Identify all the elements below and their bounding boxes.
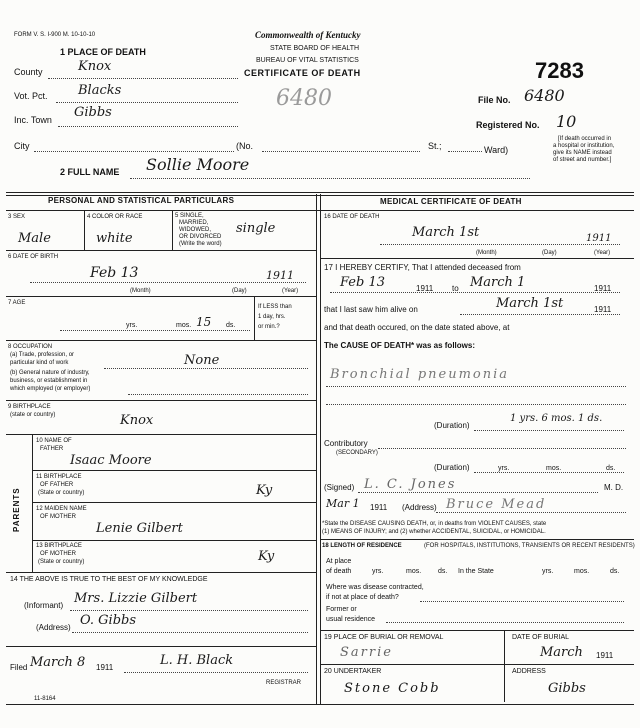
res2-yrs-label: yrs. — [542, 568, 554, 575]
board-title: STATE BOARD OF HEALTH — [270, 45, 360, 52]
bp-label: 9 BIRTHPLACE — [8, 404, 51, 410]
last-saw-value: March 1st — [496, 296, 564, 311]
bp-value: Knox — [120, 413, 154, 428]
hospital-note-1: [If death occurred in — [558, 136, 612, 142]
parents-label: PARENTS — [12, 487, 21, 532]
dod-year-label: (Year) — [594, 250, 611, 256]
bp-sub: (state or country) — [10, 412, 56, 418]
county-value: Knox — [78, 59, 112, 74]
informant-label: (Informant) — [24, 601, 64, 610]
no-label: (No. — [236, 141, 254, 151]
color-value: white — [96, 231, 133, 246]
age-value: 15 — [196, 315, 212, 329]
former-label-1: Former or — [326, 606, 357, 613]
mbp-value: Ky — [258, 549, 275, 564]
less-label-1: If LESS than — [258, 304, 292, 310]
mother-label-2: OF MOTHER — [40, 514, 76, 520]
fbp-value: Ky — [256, 483, 273, 498]
age-yrs-label: yrs. — [126, 322, 138, 329]
undertaker-address-label: ADDRESS — [512, 668, 546, 675]
sex-label: 3 SEX — [8, 214, 26, 220]
state-label: In the State — [458, 568, 494, 575]
address-label: (Address) — [36, 623, 71, 632]
duration-value: 1 yrs. 6 mos. 1 ds. — [510, 413, 603, 424]
dur2-ds-label: ds. — [606, 465, 616, 472]
undertaker-value: Stone Cobb — [344, 681, 441, 696]
at-place-1: At place — [326, 558, 352, 565]
residence-label: 18 LENGTH OF RESIDENCE — [322, 543, 402, 549]
occ-a2: particular kind of work — [10, 360, 69, 366]
dur2-mos-label: mos. — [546, 465, 562, 472]
not-at-label: if not at place of death? — [326, 594, 399, 601]
burial-date-value: March — [540, 645, 583, 660]
dod-month-label: (Month) — [476, 250, 497, 256]
marital-label-3: WIDOWED, — [179, 227, 211, 233]
file-label: File No. — [478, 95, 511, 105]
res-ds-label: ds. — [438, 568, 448, 575]
note-2: (1) MEANS OF INJURY; and (2) whether ACCIDENTAL, SUICIDAL, or HOMICIDAL. — [322, 529, 546, 535]
hospital-note-2: a hospital or institution, — [553, 143, 615, 149]
mbp-label-3: (State or country) — [38, 559, 85, 565]
town-label: Inc. Town — [14, 115, 52, 125]
occ-b2: business, or establishment in — [10, 378, 88, 384]
personal-heading: PERSONAL AND STATISTICAL PARTICULARS — [48, 196, 235, 205]
age-label: 7 AGE — [8, 300, 26, 306]
color-label: 4 COLOR OR RACE — [87, 214, 143, 220]
to-label: to — [452, 284, 459, 293]
hospital-note-3: give its NAME instead — [553, 150, 612, 156]
burial-value: Sarrie — [340, 645, 393, 660]
mbp-label-2: OF MOTHER — [40, 551, 76, 557]
less-label-2: 1 day, hrs. — [258, 314, 286, 320]
informant-value: Mrs. Lizzie Gilbert — [74, 591, 198, 606]
medical-heading: MEDICAL CERTIFICATE OF DEATH — [380, 197, 522, 206]
at-place-2: of death — [326, 568, 352, 575]
res-mos-label: mos. — [406, 568, 422, 575]
city-label: City — [14, 141, 30, 151]
age-mos-label: mos. — [176, 322, 192, 329]
res2-mos-label: mos. — [574, 568, 590, 575]
mbp-label-1: 13 BIRTHPLACE — [36, 543, 82, 549]
where-label: Where was disease contracted, — [326, 584, 424, 591]
marital-label-4: OR DIVORCED — [179, 234, 222, 240]
dod-year: 1911 — [586, 233, 612, 244]
fullname-value: Sollie Moore — [146, 155, 250, 174]
marital-value: single — [236, 221, 276, 236]
signed-year: 1911 — [370, 503, 388, 512]
filed-year: 1911 — [96, 663, 114, 672]
dur2-yrs-label: yrs. — [498, 465, 510, 472]
burial-date-label: DATE OF BURIAL — [512, 634, 570, 641]
contributory-label: Contributory — [324, 439, 368, 448]
dob-year: 1911 — [266, 269, 294, 282]
residence-sub: (FOR HOSPITALS, INSTITUTIONS, TRANSIENTS OR RECENT RESIDENTS) — [424, 543, 635, 549]
form-footer: 11-8164 — [34, 696, 56, 702]
sex-value: Male — [18, 231, 51, 246]
town-value: Gibbs — [74, 105, 112, 120]
marital-label-5: (Write the word) — [179, 241, 222, 247]
certificate-number: 7283 — [535, 58, 584, 83]
filed-label: Filed — [10, 663, 28, 672]
dob-day-label: (Day) — [232, 288, 247, 294]
burial-label: 19 PLACE OF BURIAL OR REMOVAL — [324, 634, 444, 641]
bureau-title: BUREAU OF VITAL STATISTICS — [256, 57, 359, 64]
burial-year: 1911 — [596, 651, 614, 660]
filed-value: March 8 — [30, 655, 86, 670]
less-label-3: or min.? — [258, 324, 280, 330]
vot-value: Blacks — [78, 83, 122, 98]
file-value: 6480 — [524, 86, 565, 105]
occ-b: (b) General nature of industry, — [10, 370, 90, 376]
address-value: O. Gibbs — [80, 613, 137, 628]
undertaker-label: 20 UNDERTAKER — [324, 668, 382, 675]
secondary-label: (SECONDARY) — [336, 450, 378, 456]
yr1: 1911 — [416, 284, 434, 293]
occ-a: (a) Trade, profession, or — [10, 352, 75, 358]
form-number: FORM V. S. I-900 M. 10-10-10 — [14, 32, 96, 38]
fbp-label-2: OF FATHER — [40, 482, 74, 488]
dob-year-label: (Year) — [282, 288, 299, 294]
note-1: *State the DISEASE CAUSING DEATH, or, in deaths from VIOLENT CAUSES, state — [322, 521, 547, 527]
age-ds-label: ds. — [226, 322, 236, 329]
st-label: St.; — [428, 141, 442, 151]
certify-label: 17 I HEREBY CERTIFY, That I attended deceased from — [324, 263, 521, 272]
occ-b3: which employed (or employer) — [10, 386, 91, 392]
signed-address-value: Bruce Mead — [446, 497, 547, 512]
fbp-label-3: (State or country) — [38, 490, 85, 496]
duration-label: (Duration) — [434, 421, 470, 430]
commonwealth-title: Commonwealth of Kentucky — [255, 30, 361, 40]
handwritten-number: 6480 — [276, 86, 332, 111]
res2-ds-label: ds. — [610, 568, 620, 575]
cause-value: Bronchial pneumonia — [330, 367, 510, 382]
father-label-2: FATHER — [40, 446, 64, 452]
dob-value: Feb 13 — [90, 265, 139, 281]
true-label: 14 THE ABOVE IS TRUE TO THE BEST OF MY KNOWLEDGE — [10, 576, 208, 583]
mother-label-1: 12 MAIDEN NAME — [36, 506, 87, 512]
vot-label: Vot. Pct. — [14, 91, 48, 101]
registrar-value: L. H. Black — [160, 653, 234, 668]
father-value: Isaac Moore — [70, 453, 152, 468]
signed-value: L. C. Jones — [364, 477, 457, 492]
dob-month-label: (Month) — [130, 288, 151, 294]
place-heading: 1 PLACE OF DEATH — [60, 47, 146, 57]
signed-address-label: (Address) — [402, 503, 437, 512]
certificate-title: CERTIFICATE OF DEATH — [244, 68, 361, 78]
to-value: March 1 — [470, 275, 526, 290]
fbp-label-1: 11 BIRTHPLACE — [36, 474, 82, 480]
registered-value: 10 — [556, 112, 577, 131]
dod-value: March 1st — [412, 225, 480, 240]
occurred-label: and that death occured, on the date stated above, at — [324, 323, 510, 332]
registrar-label: REGISTRAR — [266, 680, 302, 686]
dod-label: 16 DATE OF DEATH — [324, 214, 380, 220]
res-yrs-label: yrs. — [372, 568, 384, 575]
ward-label: Ward) — [484, 145, 509, 155]
last-saw-label: that I last saw him alive on — [324, 305, 418, 314]
duration2-label: (Duration) — [434, 463, 470, 472]
mother-value: Lenie Gilbert — [96, 521, 183, 536]
fullname-label: 2 FULL NAME — [60, 167, 120, 177]
signed-date-value: Mar 1 — [326, 497, 360, 510]
dod-day-label: (Day) — [542, 250, 557, 256]
yr3: 1911 — [594, 305, 612, 314]
signed-label: (Signed) — [324, 483, 355, 492]
yr2: 1911 — [594, 284, 612, 293]
from-value: Feb 13 — [340, 275, 385, 290]
registered-label: Registered No. — [476, 120, 540, 130]
occ-label: 8 OCCUPATION — [8, 344, 53, 350]
md-label: M. D. — [604, 483, 624, 492]
hospital-note-4: of street and number.] — [553, 157, 612, 163]
dob-label: 6 DATE OF BIRTH — [8, 254, 59, 260]
undertaker-address-value: Gibbs — [548, 681, 586, 696]
marital-label-2: MARRIED, — [179, 220, 209, 226]
marital-label-1: 5 SINGLE, — [175, 213, 204, 219]
father-label-1: 10 NAME OF — [36, 438, 72, 444]
occ-value: None — [184, 353, 220, 368]
county-label: County — [14, 67, 43, 77]
cause-label: The CAUSE OF DEATH* was as follows: — [324, 341, 475, 350]
former-label-2: usual residence — [326, 616, 376, 623]
